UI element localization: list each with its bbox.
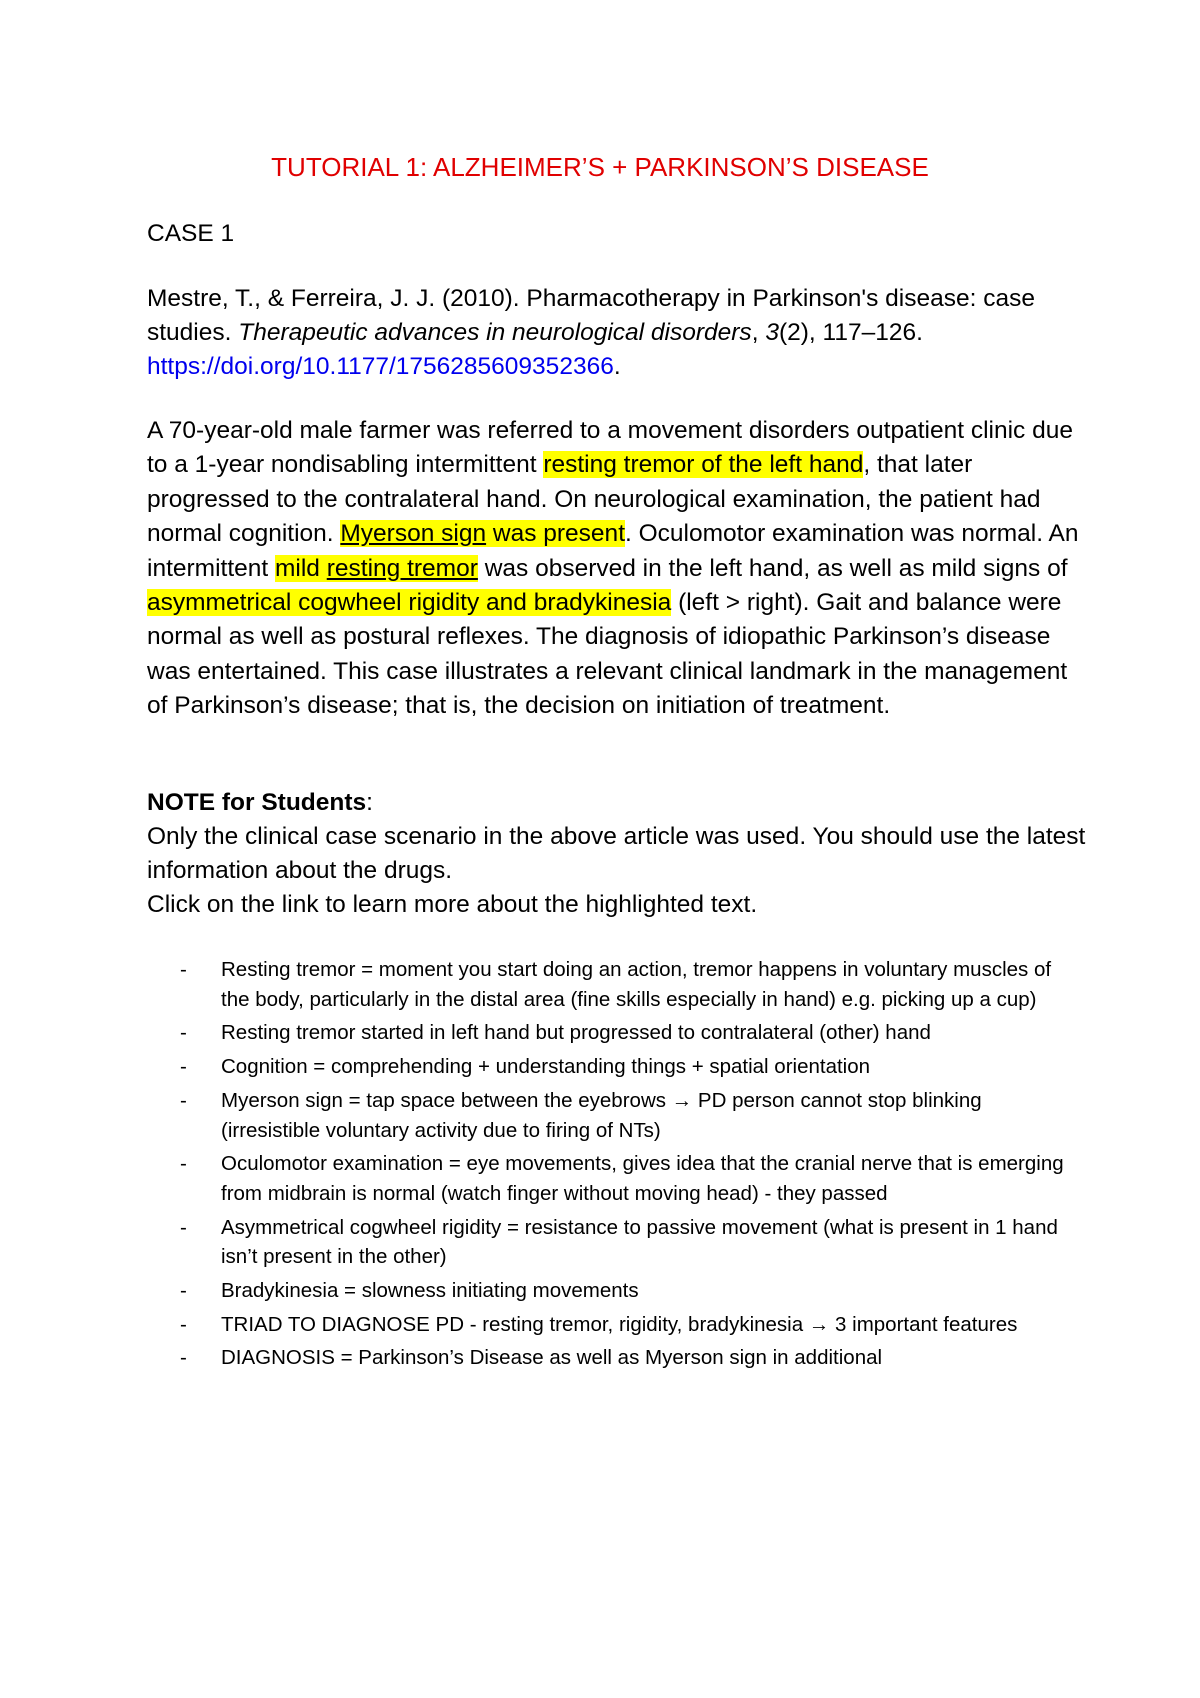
note-line: Click on the link to learn more about the highlighted text. (147, 891, 758, 918)
bullet-dash: - (180, 1312, 187, 1336)
case-text-part: (left > right). Gait and balance were normal as well as postural reflexes. The diagnosis of idiopathic Parkinson’s disease was entertained. This case illustrates a relevant clinical landmark in the management of Parkinson’s disease; that is, the decision on initiation of treatment. (147, 589, 1068, 720)
list-item (180, 1086, 1080, 1145)
doi-link[interactable]: https://doi.org/10.1177/1756285609352366 (147, 353, 614, 380)
arrow-icon: → (671, 1088, 693, 1112)
bullet-dash: - (180, 1279, 187, 1303)
citation-end: . (613, 353, 621, 380)
highlight-was-present: was present (486, 520, 625, 548)
highlight-resting-tremor-left-hand: resting tremor of the left hand (543, 451, 864, 479)
bullet-dash: - (180, 1152, 187, 1176)
note-for-students (147, 786, 1087, 922)
citation-issue-pages: (2), 117–126. (778, 319, 923, 346)
bullet-text: 3 important features (835, 1312, 1018, 1336)
bullet-text: DIAGNOSIS = Parkinson’s Disease as well as Myerson sign in additional (221, 1346, 883, 1370)
bullet-text: Bradykinesia = slowness initiating movements (221, 1279, 639, 1303)
bullet-text: Cognition = comprehending + understanding things + spatial orientation (221, 1055, 871, 1079)
case-text-part: , that later progressed to the contralateral hand. On neurological examination, the patient had normal cognition. (147, 451, 1041, 548)
list-item (180, 1343, 1080, 1373)
citation-volume: 3 (765, 319, 779, 346)
bullet-text: Asymmetrical cogwheel rigidity = resistance to passive movement (what is present in 1 hand isn’t present in the other) (221, 1215, 1058, 1269)
case-paragraph (147, 414, 1087, 724)
bullet-dash: - (180, 1055, 187, 1079)
highlight-mild: mild (275, 554, 320, 582)
list-item (180, 1052, 1080, 1082)
notes-bullet-list (180, 955, 1080, 1377)
citation (147, 282, 1087, 384)
resting-tremor-link[interactable]: resting tremor (326, 554, 478, 582)
highlight-cogwheel-bradykinesia: asymmetrical cogwheel rigidity and bradykinesia (147, 589, 672, 617)
myerson-sign-link[interactable]: Myerson sign (340, 520, 487, 548)
bullet-text: PD person cannot stop blinking (irresistible voluntary activity due to firing of NTs) (221, 1088, 982, 1142)
note-colon: : (366, 789, 373, 816)
bullet-dash: - (180, 1215, 187, 1239)
case-heading: CASE 1 (147, 220, 235, 247)
list-item (180, 1213, 1080, 1272)
arrow-icon: → (808, 1312, 830, 1336)
case-text-part: was observed in the left hand, as well as mild signs of (484, 554, 1068, 582)
list-item (180, 1018, 1080, 1048)
note-line: Only the clinical case scenario in the above article was used. You should use the latest information about the drugs. (147, 823, 1086, 884)
list-item (180, 1149, 1080, 1208)
list-item (180, 1276, 1080, 1306)
bullet-text: TRIAD TO DIAGNOSE PD - resting tremor, rigidity, bradykinesia (221, 1312, 804, 1336)
bullet-dash: - (180, 1346, 187, 1370)
bullet-text: Oculomotor examination = eye movements, gives idea that the cranial nerve that is emerging from midbrain is normal (watch finger without moving head) - they passed (221, 1152, 1064, 1205)
case-text-part: A 70-year-old male farmer was referred to a movement disorders outpatient clinic due to a 1-year nondisabling intermittent (147, 417, 1073, 479)
case-text-part: . Oculomotor examination was normal. An intermittent (147, 520, 1079, 582)
page-title: TUTORIAL 1: ALZHEIMER’S + PARKINSON’S DISEASE (271, 152, 929, 182)
bullet-dash: - (180, 1088, 187, 1112)
bullet-text: Resting tremor = moment you start doing an action, tremor happens in voluntary muscles of the body, particularly in the distal area (fine skills especially in hand) e.g. picking up a cup) (221, 958, 1052, 1011)
citation-journal: Therapeutic advances in neurological disorders (238, 319, 752, 346)
citation-authors: Mestre, T., & Ferreira, J. J. (2010). Pharmacotherapy in Parkinson's disease: case studies. (147, 285, 1035, 346)
bullet-dash: - (180, 1021, 187, 1045)
bullet-text: Resting tremor started in left hand but progressed to contralateral (other) hand (221, 1021, 931, 1045)
list-item (180, 1310, 1080, 1340)
note-label: NOTE for Students (147, 789, 367, 816)
citation-separator: , (751, 319, 766, 346)
bullet-dash: - (180, 958, 187, 981)
list-item (180, 955, 1080, 1014)
bullet-text: Myerson sign = tap space between the eyebrows (221, 1088, 666, 1112)
